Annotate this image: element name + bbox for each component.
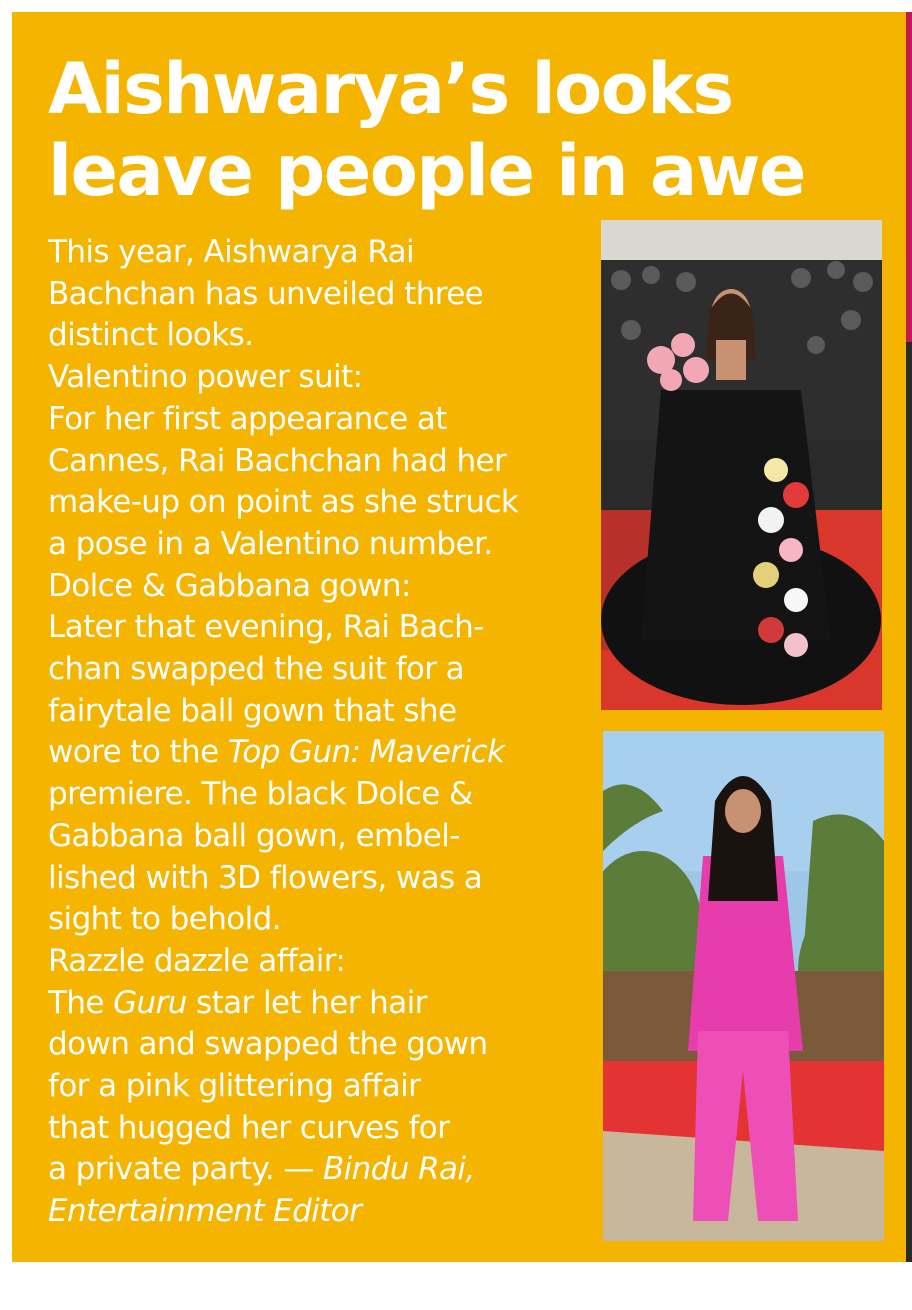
byline-title (48, 1191, 588, 1233)
body-line: distinct looks. (48, 317, 254, 354)
body-line: fairytale ball gown that she (48, 692, 457, 729)
accent-strip (906, 12, 912, 342)
body-text: The (48, 984, 114, 1021)
body-line: chan swapped the suit for a (48, 651, 465, 688)
body-line (48, 732, 588, 774)
headline-line: Aishwarya’s looks (48, 48, 733, 130)
headline-line: leave people in awe (48, 130, 805, 212)
photo-pink-suit (603, 731, 884, 1241)
body-line: premiere. The black Dolce & (48, 776, 473, 813)
body-line (48, 983, 588, 1025)
ball-gown-image-icon (601, 220, 882, 710)
body-line: lished with 3D flowers, was a (48, 859, 483, 896)
body-line (48, 1149, 588, 1191)
body-line: that hugged her curves for (48, 1109, 450, 1146)
body-line: Later that evening, Rai Bach- (48, 609, 484, 646)
body-line: make-up on point as she struck (48, 484, 519, 521)
body-text: star let her hair (186, 984, 427, 1021)
body-line: for a pink glittering affair (48, 1068, 421, 1105)
photo-ball-gown (601, 220, 882, 710)
body-line: Gabbana ball gown, embel- (48, 817, 460, 854)
section-heading: Razzle dazzle affair: (48, 942, 346, 979)
byline-name: Bindu Rai, (322, 1151, 475, 1188)
byline-role: Entertainment Editor (48, 1193, 362, 1230)
page-edge-strip (906, 12, 912, 1262)
body-line: This year, Aishwarya Rai (48, 234, 415, 270)
body-line: Bachchan has unveiled three (48, 275, 484, 312)
body-line: a pose in a Valentino number. (48, 525, 493, 562)
body-text: a private party. — (48, 1151, 323, 1188)
film-title: Top Gun: Maverick (227, 734, 505, 771)
pink-suit-image-icon (603, 731, 884, 1241)
body-line: sight to behold. (48, 901, 281, 938)
body-text: wore to the (48, 734, 228, 771)
body-line: down and swapped the gown (48, 1026, 488, 1063)
article-body (48, 232, 588, 1233)
section-heading: Valentino power suit: (48, 359, 363, 396)
section-heading: Dolce & Gabbana gown: (48, 567, 411, 604)
body-line: Cannes, Rai Bachchan had her (48, 442, 507, 479)
article-panel (12, 12, 906, 1262)
film-title: Guru (113, 984, 187, 1021)
body-line: For her first appearance at (48, 400, 447, 437)
headline (48, 48, 878, 212)
